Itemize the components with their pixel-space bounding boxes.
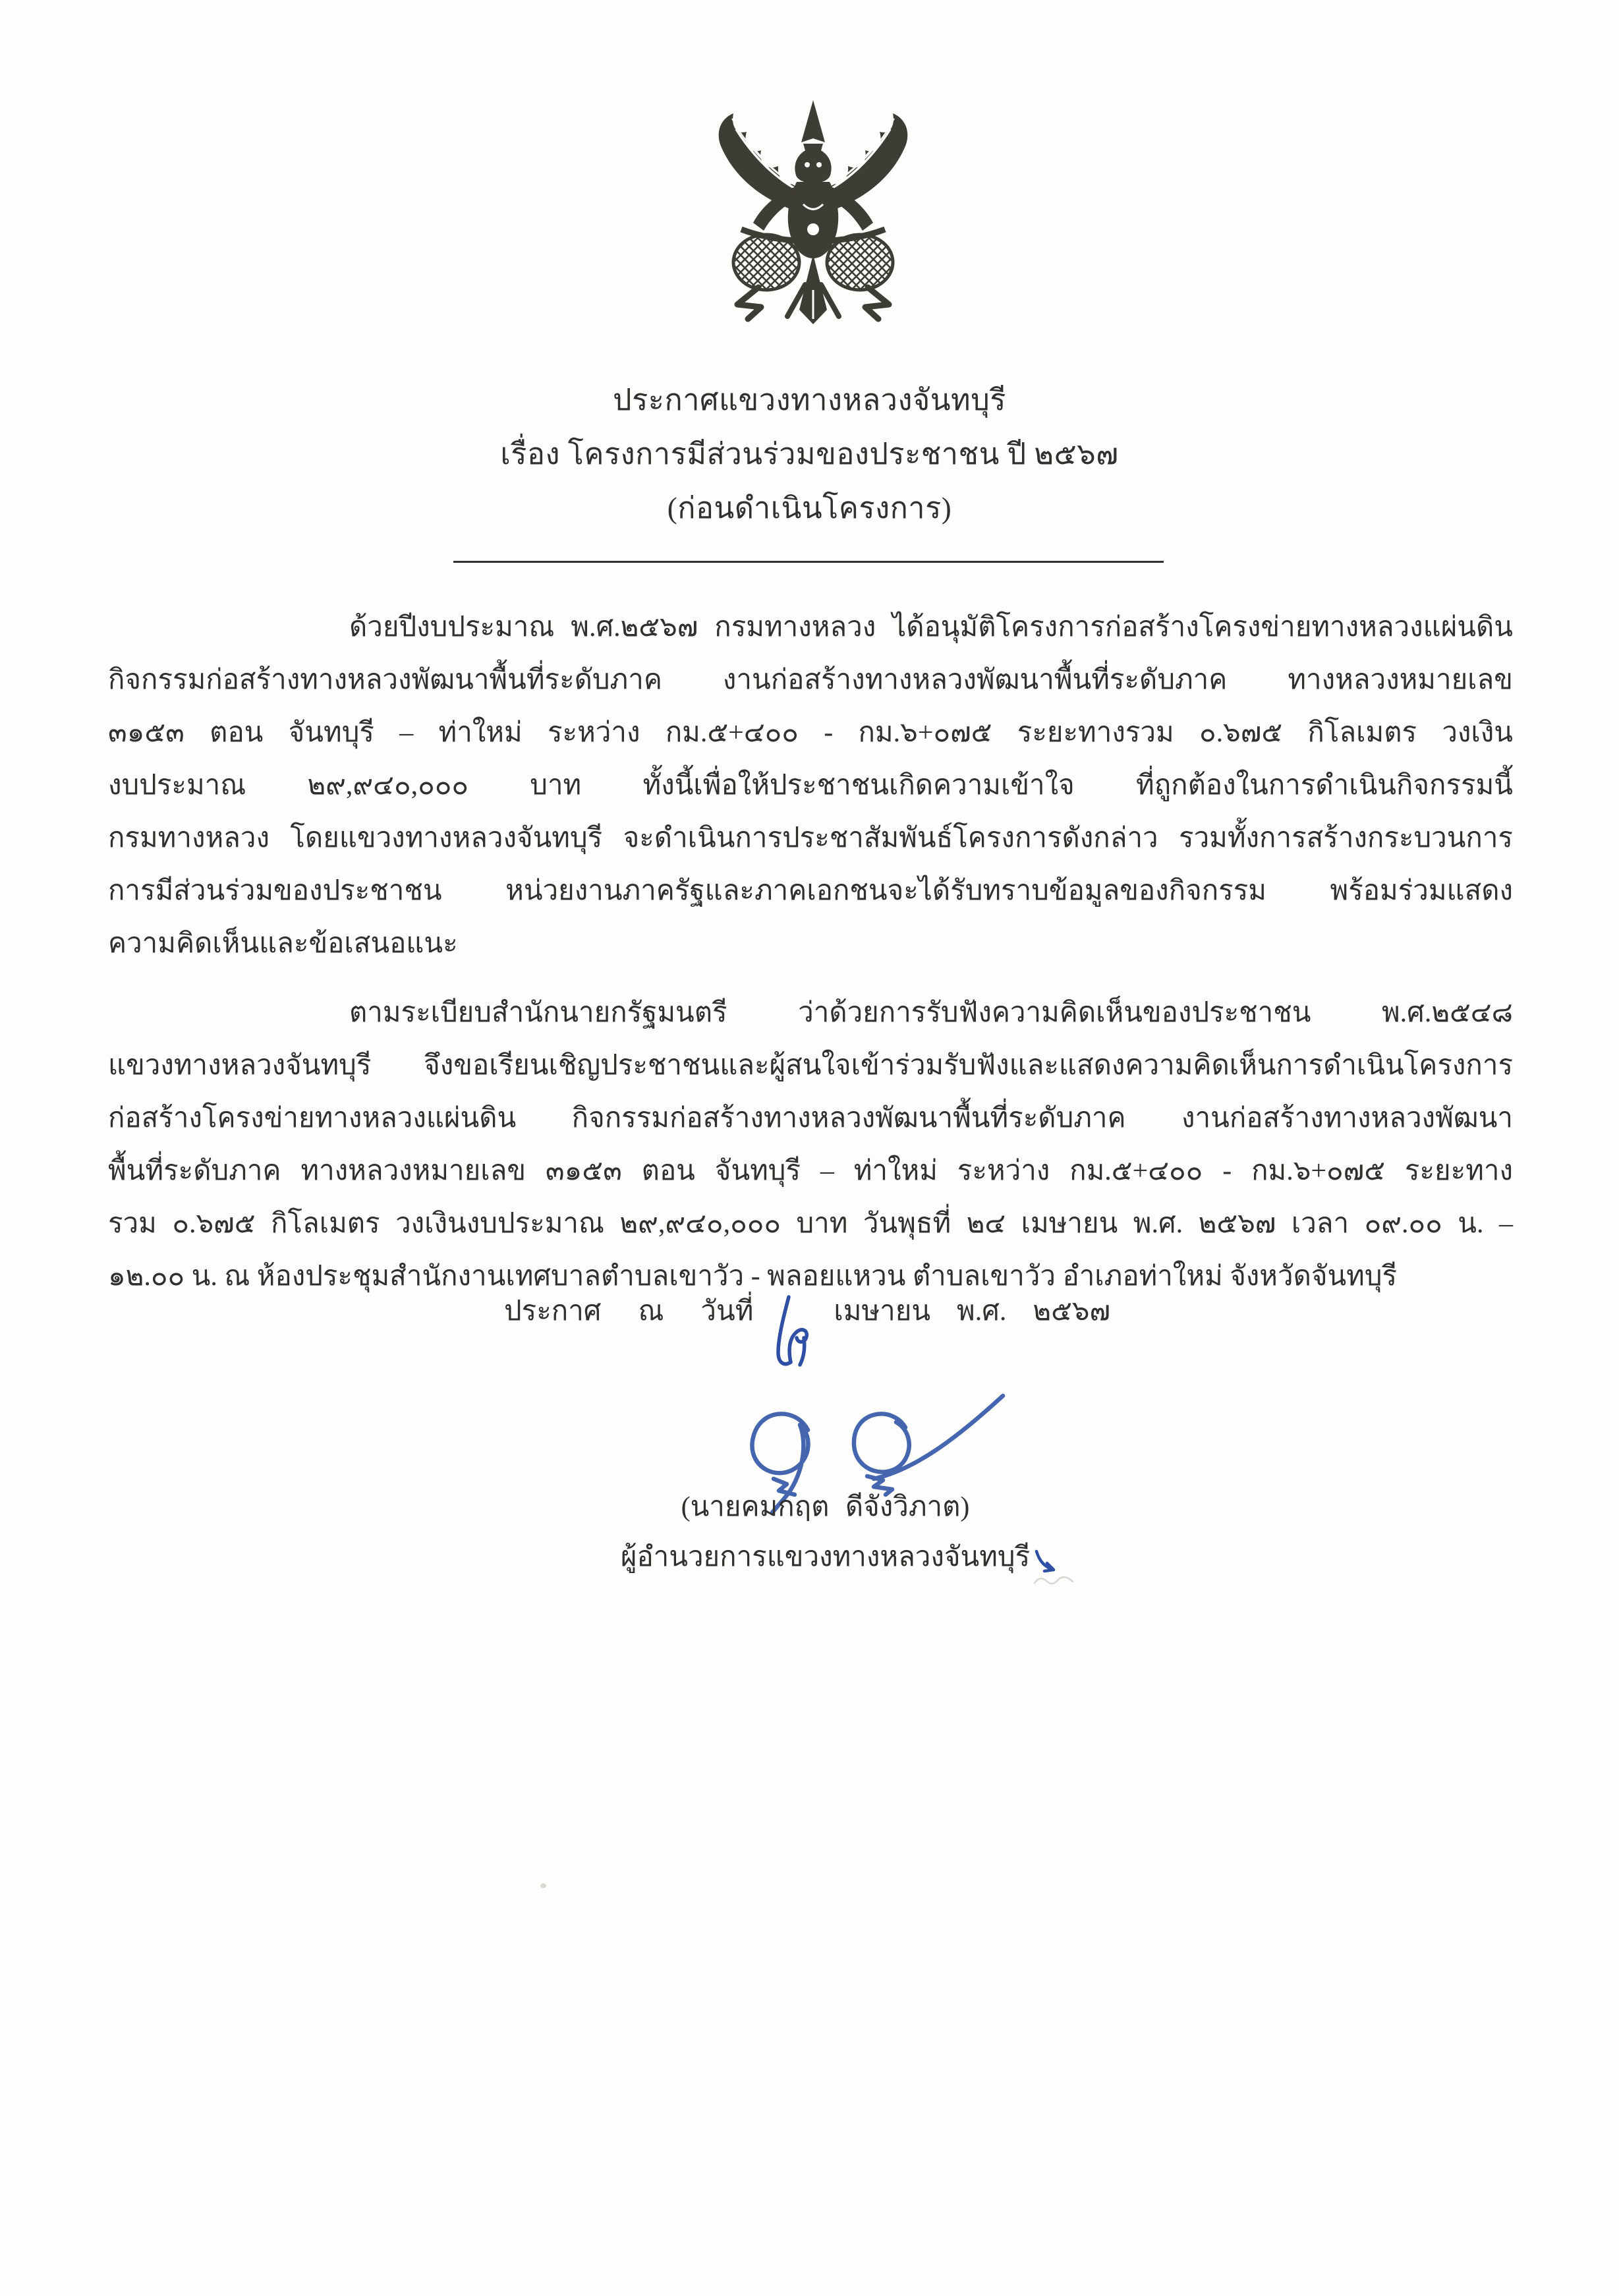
body-line: การมีส่วนร่วมของประชาชน หน่วยงานภาครัฐและภาคเอกชนจะได้รับทราบข้อมูลของกิจกรรม พร้อมร่วมแสดง bbox=[108, 876, 1513, 906]
date-word-era: พ.ศ. bbox=[957, 1296, 1007, 1327]
announcement-date-line bbox=[504, 1285, 1110, 1365]
body-line: ๑๒.๐๐ น. ณ ห้องประชุมสำนักงานเทศบาลตำบลเขาวัว - พลอยแหวน ตำบลเขาวัว อำเภอท่าใหม่ จังหวัดจันทบุรี bbox=[108, 1261, 1398, 1292]
body-line: กิจกรรมก่อสร้างทางหลวงพัฒนาพื้นที่ระดับภาค งานก่อสร้างทางหลวงพัฒนาพื้นที่ระดับภาค ทางหลวงหมายเลข bbox=[108, 665, 1513, 695]
document-title-block bbox=[0, 373, 1619, 535]
handwritten-day-numeral bbox=[770, 1294, 811, 1375]
title-divider-rule bbox=[453, 561, 1164, 563]
date-word-date: วันที่ bbox=[700, 1296, 754, 1327]
title-subject: เรื่อง โครงการมีส่วนร่วมของประชาชน ปี ๒๕๖๗ bbox=[500, 438, 1119, 471]
body-line: พื้นที่ระดับภาค ทางหลวงหมายเลข ๓๑๕๓ ตอน จันทบุรี – ท่าใหม่ ระหว่าง กม.๕+๔๐๐ - กม.๖+๐๗๕ ระยะทาง bbox=[108, 1156, 1513, 1186]
pencil-smudge bbox=[1033, 1572, 1075, 1588]
body-line: รวม ๐.๖๗๕ กิโลเมตร วงเงินงบประมาณ ๒๙,๙๔๐,๐๐๐ บาท วันพุธที่ ๒๔ เมษายน พ.ศ. ๒๕๖๗ เวลา ๐๙.๐๐ น. – bbox=[108, 1209, 1513, 1239]
signatory-name: (นายคมกฤต ดีจังวิภาต) bbox=[681, 1492, 970, 1522]
body-line: ตามระเบียบสำนักนายกรัฐมนตรี ว่าด้วยการรับฟังความคิดเห็นของประชาชน พ.ศ.๒๕๔๘ bbox=[349, 998, 1513, 1028]
date-word-year: ๒๕๖๗ bbox=[1033, 1296, 1111, 1327]
title-announcement: ประกาศแขวงทางหลวงจันทบุรี bbox=[613, 384, 1006, 416]
body-line: งบประมาณ ๒๙,๙๔๐,๐๐๐ บาท ทั้งนี้เพื่อให้ประชาชนเกิดความเข้าใจ ที่ถูกต้องในการดำเนินกิจกรรมนี้ bbox=[108, 770, 1513, 801]
date-word-month: เมษายน bbox=[834, 1296, 931, 1327]
signatory-position-line bbox=[16, 1533, 1619, 1582]
signatory-position: ผู้อำนวยการแขวงทางหลวงจันทบุรี bbox=[620, 1542, 1031, 1572]
paragraph-1 bbox=[108, 601, 1513, 970]
garuda-emblem bbox=[697, 92, 929, 330]
body-line: ด้วยปีงบประมาณ พ.ศ.๒๕๖๗ กรมทางหลวง ได้อนุมัติโครงการก่อสร้างโครงข่ายทางหลวงแผ่นดิน bbox=[349, 612, 1513, 643]
body-line: ๓๑๕๓ ตอน จันทบุรี – ท่าใหม่ ระหว่าง กม.๕+๔๐๐ - กม.๖+๐๗๕ ระยะทางรวม ๐.๖๗๕ กิโลเมตร วงเงิน bbox=[108, 718, 1513, 748]
body-line: กรมทางหลวง โดยแขวงทางหลวงจันทบุรี จะดำเนินการประชาสัมพันธ์โครงการดังกล่าว รวมทั้งการสร้างกระบวนการ bbox=[108, 823, 1513, 853]
title-phase: (ก่อนดำเนินโครงการ) bbox=[667, 492, 952, 525]
scan-speck bbox=[540, 1883, 546, 1888]
body-line: ก่อสร้างโครงข่ายทางหลวงแผ่นดิน กิจกรรมก่อสร้างทางหลวงพัฒนาพื้นที่ระดับภาค งานก่อสร้างทางหลวงพัฒนา bbox=[108, 1103, 1513, 1134]
date-word-announce: ประกาศ bbox=[504, 1296, 602, 1327]
date-word-at: ณ bbox=[638, 1296, 664, 1327]
body-line: แขวงทางหลวงจันทบุรี จึงขอเรียนเชิญประชาชนและผู้สนใจเข้าร่วมรับฟังและแสดงความคิดเห็นการดำเนินโครงการ bbox=[108, 1050, 1513, 1081]
paragraph-2 bbox=[108, 987, 1513, 1303]
body-line: ความคิดเห็นและข้อเสนอแนะ bbox=[108, 929, 458, 959]
